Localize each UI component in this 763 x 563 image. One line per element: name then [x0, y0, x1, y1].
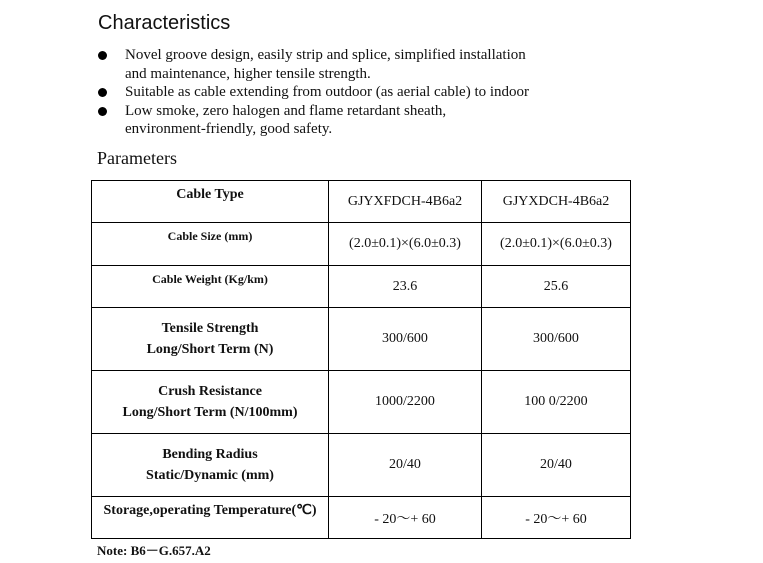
table-row — [92, 266, 631, 308]
table-row — [92, 223, 631, 266]
table-row — [92, 181, 631, 223]
cell-value-2: GJYXDCH-4B6a2 — [482, 181, 631, 223]
row-label: Tensile Strength Long/Short Term (N) — [92, 308, 329, 371]
row-label: Cable Type — [92, 181, 329, 223]
cell-value-2: - 20～+ 60 — [482, 497, 631, 539]
footnote: Note: B6－G.657.A2 — [97, 543, 211, 558]
bullet-line: Suitable as cable extending from outdoor (as aerial cable) to indoor — [125, 84, 530, 100]
parameters-table — [91, 180, 631, 539]
bullet-dot-icon — [98, 88, 107, 97]
cell-value-1: 20/40 — [329, 434, 482, 497]
row-label: Bending Radius Static/Dynamic (mm) — [92, 434, 329, 497]
bullet-line: and maintenance, higher tensile strength. — [125, 65, 371, 82]
bullet-line: Low smoke, zero halogen and flame retardant sheath, — [125, 102, 447, 119]
cell-value-1: 23.6 — [329, 266, 482, 308]
bullet-dot-icon — [98, 51, 107, 60]
cell-value-1: GJYXFDCH-4B6a2 — [329, 181, 482, 223]
bullet-dot-icon — [98, 107, 107, 116]
table-row — [92, 434, 631, 497]
cell-value-2: (2.0±0.1)×(6.0±0.3) — [482, 223, 631, 266]
cell-value-1: - 20～+ 60 — [329, 497, 482, 539]
row-label: Storage,operating Temperature(℃) — [92, 497, 329, 539]
table-row — [92, 371, 631, 434]
cell-value-2: 300/600 — [482, 308, 631, 371]
parameters-heading: Parameters — [97, 148, 177, 168]
list-item — [96, 46, 595, 83]
cell-value-2: 100 0/2200 — [482, 371, 631, 434]
list-item — [96, 83, 595, 102]
bullet-line: Novel groove design, easily strip and splice, simplified installation — [125, 47, 526, 63]
row-label: Cable Weight (Kg/km) — [92, 266, 329, 308]
row-label: Crush Resistance Long/Short Term (N/100mm) — [92, 371, 329, 434]
cell-value-1: 1000/2200 — [329, 371, 482, 434]
table-row — [92, 497, 631, 539]
cell-value-2: 25.6 — [482, 266, 631, 308]
row-label: Cable Size (mm) — [92, 223, 329, 266]
characteristics-list — [96, 46, 595, 139]
table-row — [92, 308, 631, 371]
cell-value-1: 300/600 — [329, 308, 482, 371]
cell-value-2: 20/40 — [482, 434, 631, 497]
characteristics-heading: Characteristics — [98, 12, 231, 34]
cell-value-1: (2.0±0.1)×(6.0±0.3) — [329, 223, 482, 266]
bullet-line: environment-friendly, good safety. — [125, 121, 333, 137]
list-item — [96, 102, 595, 139]
